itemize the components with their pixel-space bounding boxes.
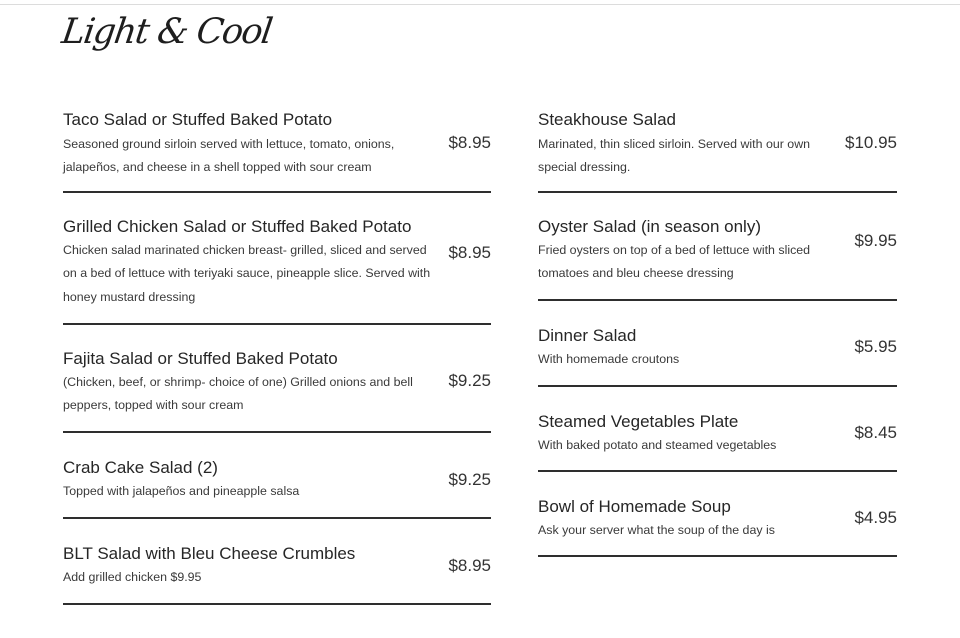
item-price: $9.25	[448, 470, 491, 489]
top-divider	[0, 4, 960, 5]
menu-item	[63, 325, 491, 433]
menu-column-right	[538, 104, 897, 557]
item-price: $8.95	[448, 133, 491, 152]
item-description: Ask your server what the soup of the day is	[538, 523, 775, 537]
item-name: Steakhouse Salad	[538, 110, 676, 129]
menu-item	[63, 519, 491, 605]
menu-item	[63, 104, 491, 193]
item-price: $8.95	[448, 243, 491, 262]
item-price: $4.95	[854, 508, 897, 527]
item-price: $9.25	[448, 371, 491, 390]
menu-item	[63, 433, 491, 519]
item-name: Fajita Salad or Stuffed Baked Potato	[63, 349, 338, 368]
item-description: (Chicken, beef, or shrimp- choice of one) Grilled onions and bell peppers, topped with sour cream	[63, 375, 413, 413]
item-description: Seasoned ground sirloin served with lettuce, tomato, onions, jalapeños, and cheese in a shell topped with sour cream	[63, 137, 395, 175]
item-name: Dinner Salad	[538, 326, 637, 345]
item-description: With homemade croutons	[538, 352, 680, 366]
item-name: Crab Cake Salad (2)	[63, 458, 218, 477]
item-name: Steamed Vegetables Plate	[538, 412, 739, 431]
item-name: Grilled Chicken Salad or Stuffed Baked Potato	[63, 217, 412, 236]
item-description: Fried oysters on top of a bed of lettuce with sliced tomatoes and bleu cheese dressing	[538, 243, 811, 281]
item-price: $10.95	[845, 133, 897, 152]
item-description: Chicken salad marinated chicken breast- grilled, sliced and served on a bed of lettuce with teriyaki sauce, pineapple slice. Served with honey mustard dressing	[63, 243, 431, 304]
item-price: $8.45	[854, 423, 897, 442]
menu-item	[538, 104, 897, 193]
menu-item	[63, 193, 491, 325]
item-price: $8.95	[448, 556, 491, 575]
item-name: Taco Salad or Stuffed Baked Potato	[63, 110, 333, 129]
item-description: Add grilled chicken $9.95	[63, 570, 202, 584]
item-name: Oyster Salad (in season only)	[538, 217, 761, 236]
menu-item	[538, 387, 897, 472]
menu-item	[538, 472, 897, 557]
item-description: Topped with jalapeños and pineapple salsa	[63, 484, 300, 498]
menu-item	[538, 301, 897, 387]
item-description: Marinated, thin sliced sirloin. Served with our own special dressing.	[538, 137, 811, 175]
item-price: $5.95	[854, 337, 897, 356]
section-title: Light & Cool	[59, 12, 274, 52]
item-name: BLT Salad with Bleu Cheese Crumbles	[63, 544, 356, 563]
menu-column-left	[63, 104, 491, 605]
item-description: With baked potato and steamed vegetables	[538, 438, 777, 452]
menu-item	[538, 193, 897, 301]
item-name: Bowl of Homemade Soup	[538, 497, 731, 516]
item-price: $9.95	[854, 231, 897, 250]
